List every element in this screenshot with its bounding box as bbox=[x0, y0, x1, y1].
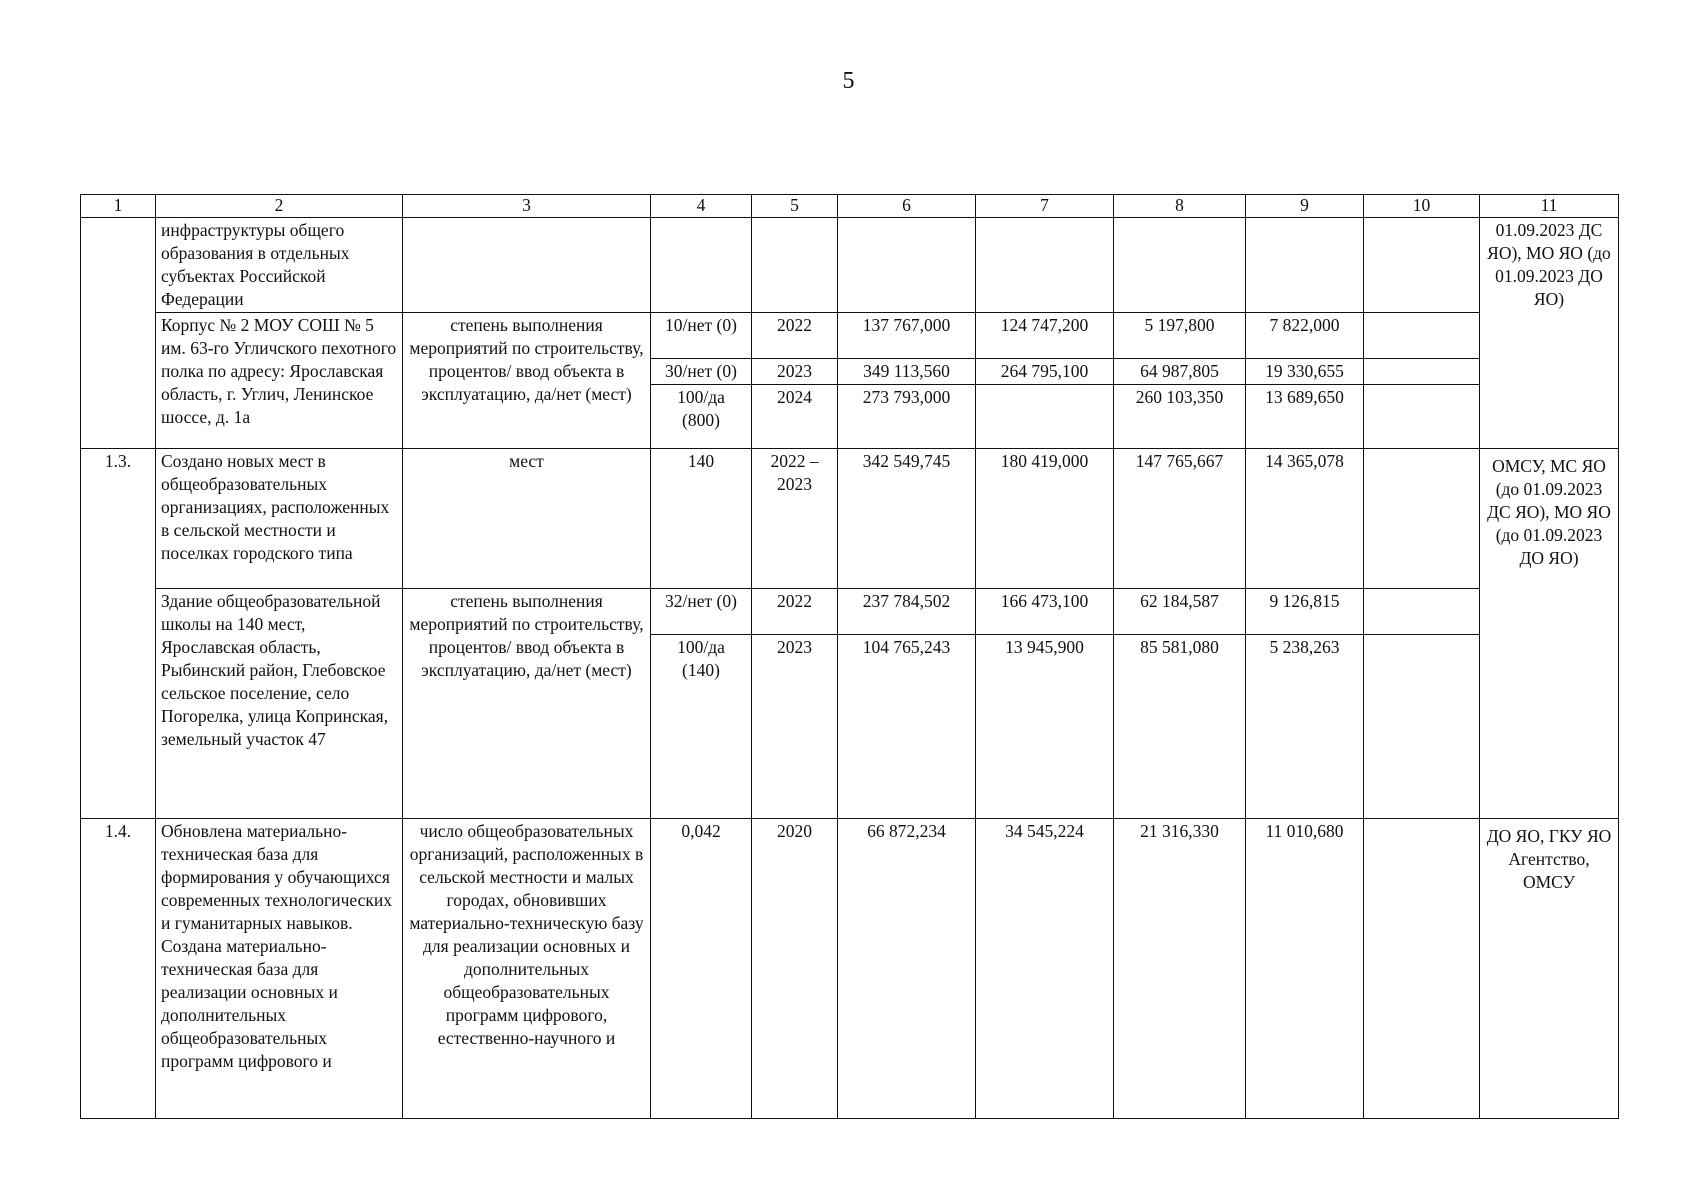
cell-value: 0,042 bbox=[651, 819, 752, 1119]
table-row bbox=[81, 449, 1619, 589]
cell-year: 2022 bbox=[752, 313, 838, 359]
cell-year: 2023 bbox=[752, 635, 838, 819]
cell-value: 10/нет (0) bbox=[651, 313, 752, 359]
cell-responsible: ОМСУ, МС ЯО (до 01.09.2023 ДС ЯО), МО ЯО (до 01.09.2023 ДО ЯО) bbox=[1480, 449, 1619, 819]
cell-num-empty bbox=[81, 218, 156, 449]
cell-loc: 5 238,263 bbox=[1246, 635, 1364, 819]
cell-year: 2023 bbox=[752, 359, 838, 385]
cell-reg: 147 765,667 bbox=[1114, 449, 1246, 589]
header-col-5: 5 bbox=[752, 195, 838, 218]
cell-fed: 166 473,100 bbox=[976, 589, 1114, 635]
cell-num: 1.4. bbox=[81, 819, 156, 1119]
header-row bbox=[81, 195, 1619, 218]
cell-value: 30/нет (0) bbox=[651, 359, 752, 385]
cell-fed: 180 419,000 bbox=[976, 449, 1114, 589]
cell-loc: 14 365,078 bbox=[1246, 449, 1364, 589]
header-col-10: 10 bbox=[1364, 195, 1480, 218]
cell-loc: 19 330,655 bbox=[1246, 359, 1364, 385]
cell-responsible: 01.09.2023 ДС ЯО), МО ЯО (до 01.09.2023 ДО ЯО) bbox=[1480, 218, 1619, 449]
header-col-6: 6 bbox=[838, 195, 976, 218]
cell-loc: 11 010,680 bbox=[1246, 819, 1364, 1119]
table-row bbox=[81, 313, 1619, 359]
cell-fed: 264 795,100 bbox=[976, 359, 1114, 385]
cell-reg: 260 103,350 bbox=[1114, 385, 1246, 449]
cell-total: 273 793,000 bbox=[838, 385, 976, 449]
cell-loc: 7 822,000 bbox=[1246, 313, 1364, 359]
table-row bbox=[81, 218, 1619, 313]
cell-reg: 64 987,805 bbox=[1114, 359, 1246, 385]
header-col-2: 2 bbox=[156, 195, 403, 218]
cell-total: 137 767,000 bbox=[838, 313, 976, 359]
cell-num: 1.3. bbox=[81, 449, 156, 819]
cell-name: Здание общеобразовательной школы на 140 мест, Ярославская область, Рыбинский район, Глебовское сельское поселение, село Погорелка, улица Копринская, земельный участок 47 bbox=[156, 589, 403, 819]
cell-name: Создано новых мест в общеобразовательных организациях, расположенных в сельской местности и поселках городского типа bbox=[156, 449, 403, 589]
cell-loc: 13 689,650 bbox=[1246, 385, 1364, 449]
table-row bbox=[81, 819, 1619, 1119]
cell-year: 2024 bbox=[752, 385, 838, 449]
cell-year: 2020 bbox=[752, 819, 838, 1119]
cell-indicator: мест bbox=[403, 449, 651, 589]
page-number: 5 bbox=[842, 68, 855, 94]
cell-name: инфраструктуры общего образования в отдельных субъектах Российской Федерации bbox=[156, 218, 403, 313]
cell-value: 140 bbox=[651, 449, 752, 589]
cell-fed: 34 545,224 bbox=[976, 819, 1114, 1119]
header-col-8: 8 bbox=[1114, 195, 1246, 218]
cell-total: 104 765,243 bbox=[838, 635, 976, 819]
cell-loc: 9 126,815 bbox=[1246, 589, 1364, 635]
cell-indicator: число общеобразовательных организаций, расположенных в сельской местности и малых городах, обновивших материально-техническую базу для реализации основных и дополнительных общеобразовательных программ цифрового, естественно-научного и bbox=[403, 819, 651, 1119]
cell-responsible: ДО ЯО, ГКУ ЯО Агентство, ОМСУ bbox=[1480, 819, 1619, 1119]
cell-total: 349 113,560 bbox=[838, 359, 976, 385]
cell-indicator: степень выполнения мероприятий по строительству, процентов/ ввод объекта в эксплуатацию, да/нет (мест) bbox=[403, 313, 651, 449]
cell-name: Обновлена материально-техническая база для формирования у обучающихся современных технологических и гуманитарных навыков. Создана материально-техническая база для реализации основных и дополнительных общеобразовательных программ цифрового и bbox=[156, 819, 403, 1119]
cell-indicator: степень выполнения мероприятий по строительству, процентов/ ввод объекта в эксплуатацию, да/нет (мест) bbox=[403, 589, 651, 819]
cell-value: 100/да (140) bbox=[651, 635, 752, 819]
cell-reg: 5 197,800 bbox=[1114, 313, 1246, 359]
header-col-3: 3 bbox=[403, 195, 651, 218]
cell-fed: 13 945,900 bbox=[976, 635, 1114, 819]
header-col-9: 9 bbox=[1246, 195, 1364, 218]
cell-total: 342 549,745 bbox=[838, 449, 976, 589]
cell-reg: 21 316,330 bbox=[1114, 819, 1246, 1119]
cell-name: Корпус № 2 МОУ СОШ № 5 им. 63-го Угличского пехотного полка по адресу: Ярославская область, г. Углич, Ленинское шоссе, д. 1а bbox=[156, 313, 403, 449]
header-col-4: 4 bbox=[651, 195, 752, 218]
cell-year: 2022 – 2023 bbox=[752, 449, 838, 589]
cell-value: 32/нет (0) bbox=[651, 589, 752, 635]
cell-total: 237 784,502 bbox=[838, 589, 976, 635]
header-col-11: 11 bbox=[1480, 195, 1619, 218]
cell-year: 2022 bbox=[752, 589, 838, 635]
cell-reg: 62 184,587 bbox=[1114, 589, 1246, 635]
cell-total: 66 872,234 bbox=[838, 819, 976, 1119]
cell-reg: 85 581,080 bbox=[1114, 635, 1246, 819]
header-col-1: 1 bbox=[81, 195, 156, 218]
cell-value: 100/да (800) bbox=[651, 385, 752, 449]
header-col-7: 7 bbox=[976, 195, 1114, 218]
cell-fed bbox=[976, 385, 1114, 449]
cell-fed: 124 747,200 bbox=[976, 313, 1114, 359]
program-table bbox=[80, 194, 1619, 1119]
table-row bbox=[81, 589, 1619, 635]
